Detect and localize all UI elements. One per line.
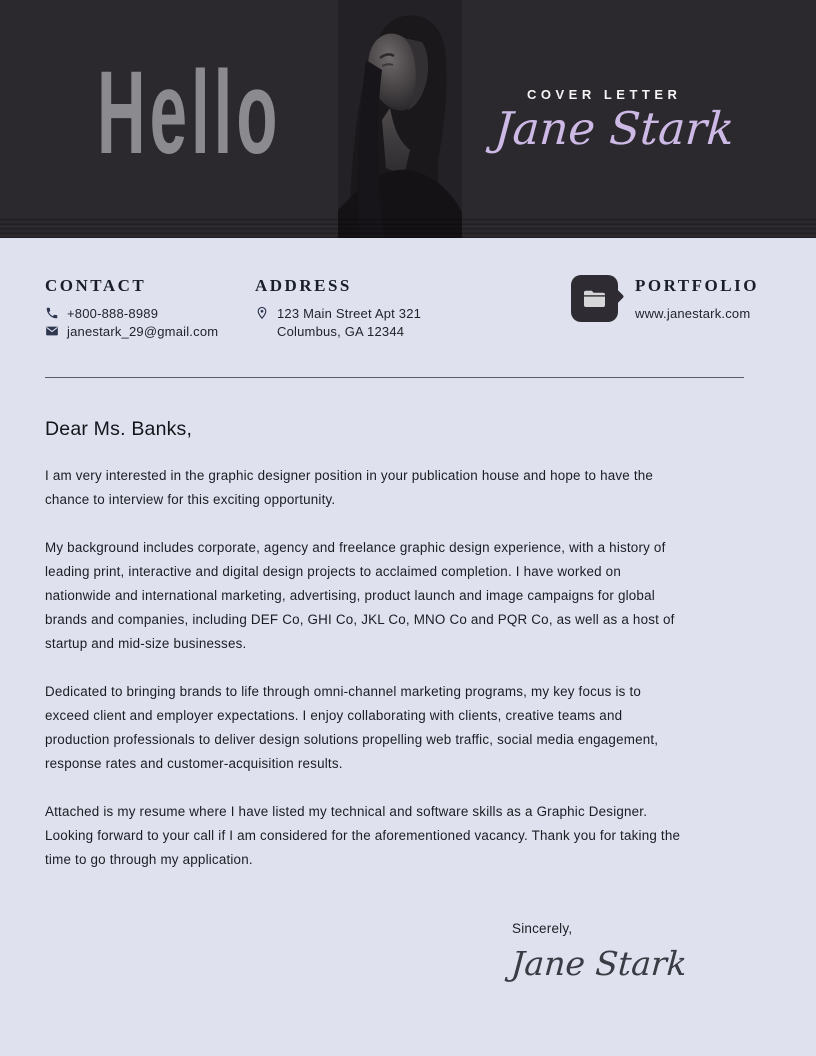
- closing-word: Sincerely,: [512, 921, 573, 936]
- letter-paragraph: Dedicated to bringing brands to life through omni-channel marketing programs, my key focus is to exceed client and employer expectations. I enjoy collaborating with clients, creative teams and production professionals to deliver design solutions propelling web traffic, social media engagement, response rates and customer-acquisition results.: [45, 684, 659, 771]
- letter-body: [45, 464, 685, 896]
- letter-paragraph: My background includes corporate, agency and freelance graphic design experience, with a history of leading print, interactive and digital design projects to acclaimed completion. I have worked on nationwide and international marketing, advertising, product launch and image campaigns for global brands and companies, including DEF Co, GHI Co, JKL Co, MNO Co and PQR Co, as well as a host of startup and mid-size businesses.: [45, 540, 675, 651]
- address-row-1: [255, 305, 421, 321]
- salutation: Dear Ms. Banks,: [45, 418, 193, 440]
- portfolio-badge: [571, 275, 618, 322]
- header-banner: [0, 0, 816, 238]
- jane-stark-signature: Jane Stark: [510, 944, 689, 983]
- address-heading: ADDRESS: [255, 276, 352, 295]
- email-address: janestark_29@gmail.com: [67, 323, 219, 339]
- divider-line: [45, 377, 744, 378]
- phone-icon: [45, 306, 59, 320]
- portfolio-section: [635, 276, 759, 323]
- address-row-2: [255, 323, 421, 339]
- letter-paragraph: Attached is my resume where I have listed my technical and software skills as a Graphic Designer. Looking forward to your call if I am considered for the aforementioned vacancy. Thank you for taking the time to go through my application.: [45, 804, 681, 867]
- map-pin-icon: [255, 306, 269, 320]
- address-line-1: 123 Main Street Apt 321: [277, 305, 422, 321]
- address-section: [255, 276, 421, 341]
- cover-letter-label: COVER LETTER: [527, 87, 682, 102]
- email-row: [45, 323, 218, 339]
- badge-tail-decoration: [609, 289, 625, 305]
- website-row: [635, 305, 759, 321]
- header-scanlines-decoration: [0, 216, 816, 238]
- address-line-2: Columbus, GA 12344: [277, 323, 405, 339]
- portrait-photo: [338, 0, 462, 238]
- portfolio-heading: PORTFOLIO: [635, 276, 759, 295]
- contact-heading: CONTACT: [45, 276, 147, 295]
- envelope-icon: [45, 324, 59, 338]
- letter-paragraph: I am very interested in the graphic designer position in your publication house and hope to have the chance to interview for this exciting opportunity.: [45, 468, 654, 507]
- header-name-script: Jane Stark: [492, 102, 736, 155]
- folder-icon: [583, 289, 606, 308]
- phone-row: [45, 305, 218, 321]
- hello-headline: Hello: [97, 47, 282, 179]
- website-url: www.janestark.com: [635, 305, 751, 321]
- contact-section: [45, 276, 218, 341]
- phone-number: +800-888-8989: [67, 305, 159, 321]
